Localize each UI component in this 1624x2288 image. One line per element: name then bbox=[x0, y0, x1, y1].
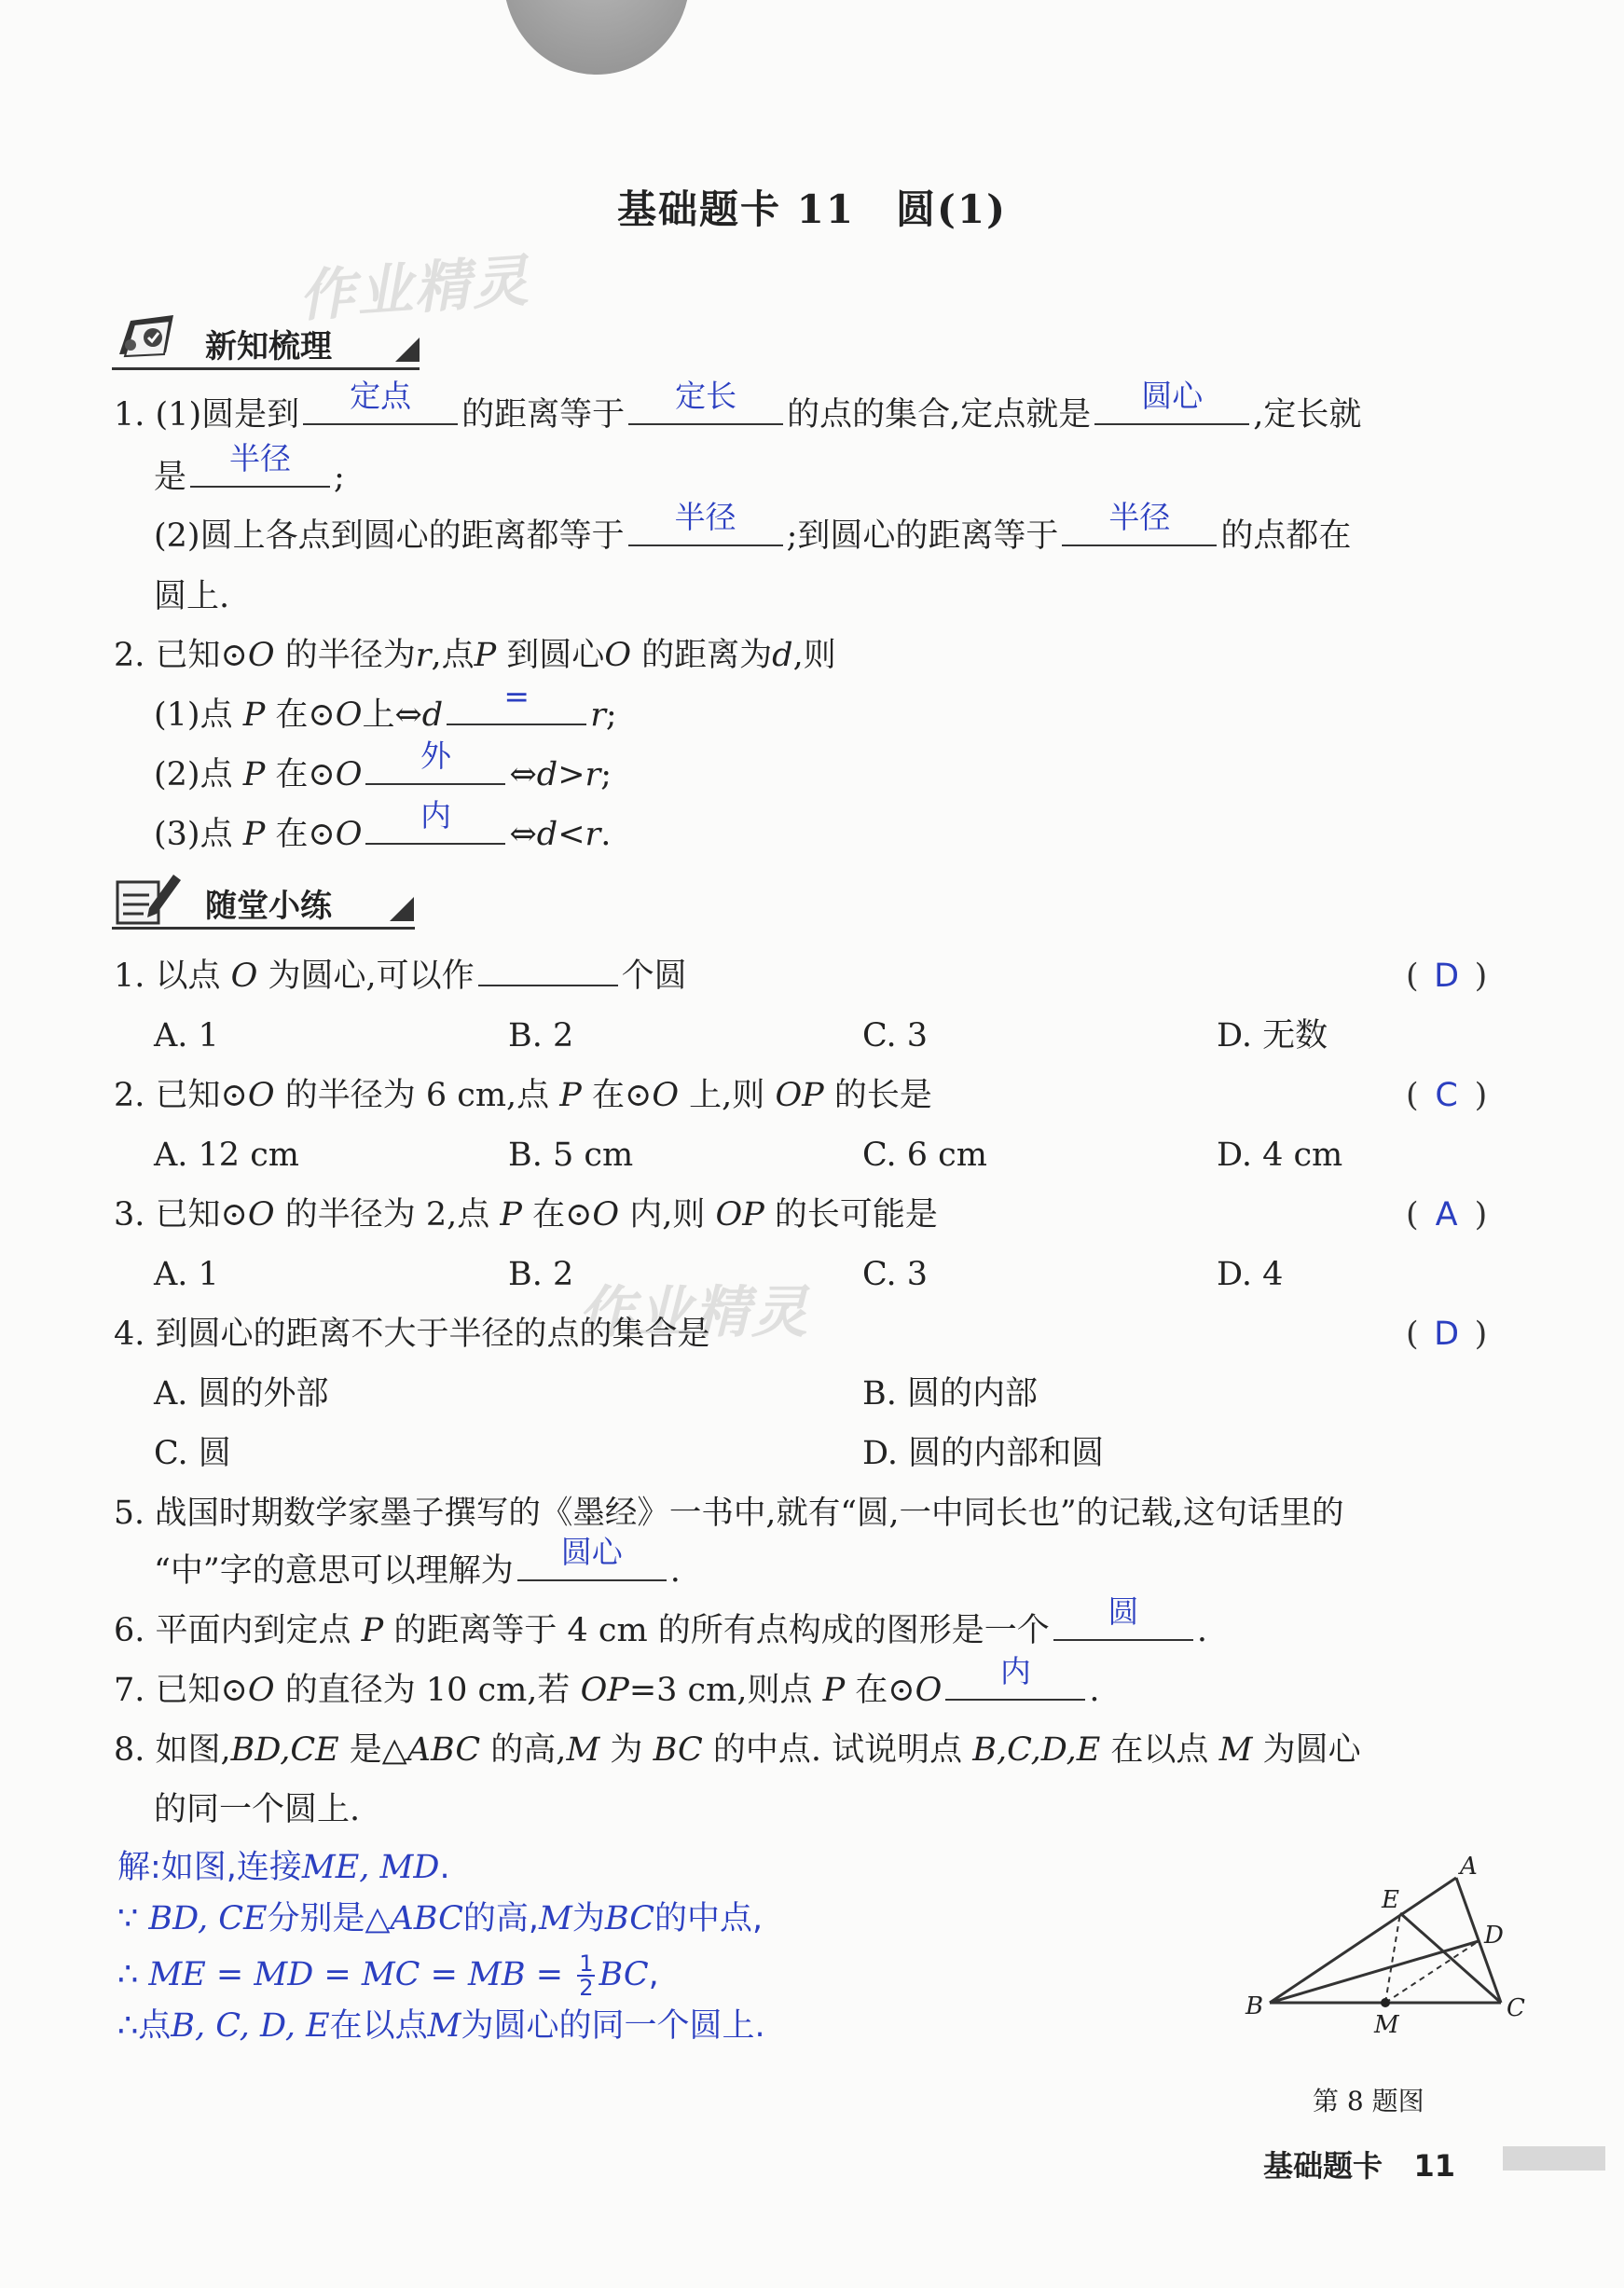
section-underline bbox=[112, 927, 415, 930]
knowledge-2-item-1: (1)点 P 在⊙O上⇔d = r; bbox=[154, 678, 617, 734]
answer-blank: 内 bbox=[365, 811, 505, 845]
question-4-option-a: A. 圆的外部 bbox=[154, 1375, 329, 1413]
question-4-stem: 4. 到圆心的距离不大于半径的点的集合是 bbox=[114, 1316, 710, 1353]
page-title: 基础题卡 11 圆(1) bbox=[616, 186, 1008, 232]
top-decoration-circle bbox=[503, 0, 690, 75]
answer-blank: 圆心 bbox=[517, 1548, 667, 1581]
question-1-option-a: A. 1 bbox=[154, 1017, 219, 1054]
midpoint-M bbox=[1381, 1998, 1390, 2007]
footer-decoration-bar bbox=[1503, 2146, 1605, 2171]
question-3-answer-paren: ( A ) bbox=[1406, 1196, 1488, 1234]
solution-line-1: 解:如图,连接ME, MD. bbox=[117, 1849, 450, 1886]
question-4-option-c: C. 圆 bbox=[154, 1435, 231, 1472]
figure-8-triangle bbox=[1221, 1846, 1538, 2042]
page-number: 11 bbox=[1413, 2148, 1455, 2184]
section-title: 随堂小练 bbox=[205, 888, 332, 925]
question-7-stem: 7. 已知⊙O 的直径为 10 cm,若 OP=3 cm,则点 P 在⊙O 内 . bbox=[114, 1653, 1100, 1709]
question-1-option-b: B. 2 bbox=[508, 1017, 574, 1054]
question-6-stem: 6. 平面内到定点 P 的距离等于 4 cm 的所有点构成的图形是一个 圆 . bbox=[114, 1593, 1207, 1649]
knowledge-1-line-1: 1. (1)圆是到 定点 的距离等于 定长 的点的集合,定点就是 圆心 ,定长就 bbox=[114, 378, 1362, 434]
section-triangle bbox=[395, 338, 420, 362]
question-4-option-b: B. 圆的内部 bbox=[862, 1375, 1038, 1413]
question-2-option-b: B. 5 cm bbox=[508, 1137, 634, 1174]
question-1-answer-paren: ( D ) bbox=[1406, 958, 1488, 995]
label-A: A bbox=[1460, 1853, 1478, 1881]
question-blank bbox=[478, 953, 618, 986]
question-3-option-d: D. 4 bbox=[1217, 1256, 1284, 1293]
question-2-answer-paren: ( C ) bbox=[1406, 1077, 1488, 1114]
label-B: B bbox=[1246, 1992, 1264, 2020]
question-2-option-a: A. 12 cm bbox=[154, 1137, 299, 1174]
question-5-line-2: “中”字的意思可以理解为 圆心 . bbox=[154, 1534, 681, 1590]
question-2-option-c: C. 6 cm bbox=[862, 1137, 987, 1174]
answer-blank: 定长 bbox=[628, 392, 783, 425]
footer-label: 基础题卡 11 bbox=[1263, 2148, 1455, 2184]
question-8-line-2: 的同一个圆上. bbox=[154, 1791, 361, 1828]
question-2-option-d: D. 4 cm bbox=[1217, 1137, 1343, 1174]
question-4-answer-paren: ( D ) bbox=[1406, 1316, 1488, 1353]
knowledge-1-line-2: 是 半径 ; bbox=[154, 440, 345, 496]
section-header-practice bbox=[112, 867, 420, 932]
answer-blank: 圆 bbox=[1053, 1607, 1193, 1641]
question-1-option-c: C. 3 bbox=[862, 1017, 929, 1054]
knowledge-1-line-3: (2)圆上各点到圆心的距离都等于 半径 ;到圆心的距离等于 半径 的点都在 bbox=[154, 499, 1352, 555]
label-E: E bbox=[1382, 1886, 1399, 1914]
question-3-option-a: A. 1 bbox=[154, 1256, 219, 1293]
question-5-line-1: 5. 战国时期数学家墨子撰写的《墨经》一书中,就有“圆,一中同长也”的记载,这句话里的 bbox=[114, 1495, 1344, 1532]
knowledge-2-stem: 2. 已知⊙O 的半径为r,点P 到圆心O 的距离为d,则 bbox=[114, 637, 836, 674]
book-icon bbox=[112, 308, 186, 369]
answer-blank: 半径 bbox=[628, 513, 783, 546]
answer-blank: 外 bbox=[365, 751, 505, 785]
watermark: 作业精灵 bbox=[296, 248, 532, 330]
segment-BA bbox=[1270, 1878, 1456, 2003]
notebook-pencil-icon bbox=[112, 867, 186, 929]
label-M: M bbox=[1374, 2011, 1399, 2039]
question-2-stem: 2. 已知⊙O 的半径为 6 cm,点 P 在⊙O 上,则 OP 的长是 bbox=[114, 1077, 932, 1114]
question-8-line-1: 8. 如图,BD,CE 是△ABC 的高,M 为 BC 的中点. 试说明点 B,C,D,E 在以点 M 为圆心 bbox=[114, 1731, 1361, 1769]
question-1-option-d: D. 无数 bbox=[1217, 1017, 1328, 1054]
solution-line-2: ∵ BD, CE分别是△ABC的高,M为BC的中点, bbox=[117, 1900, 764, 1937]
knowledge-1-line-4: 圆上. bbox=[154, 578, 230, 615]
fraction: $\frac{1}{2}$ bbox=[579, 1950, 594, 2001]
section-header-knowledge bbox=[112, 308, 429, 373]
answer-blank: 半径 bbox=[1062, 513, 1217, 546]
segment-BD bbox=[1270, 1941, 1479, 2003]
knowledge-2-item-2: (2)点 P 在⊙O 外 ⇔d>r; bbox=[154, 737, 612, 793]
question-3-option-b: B. 2 bbox=[508, 1256, 574, 1293]
knowledge-2-item-3: (3)点 P 在⊙O 内 ⇔d<r. bbox=[154, 797, 612, 853]
segment-ME bbox=[1385, 1913, 1400, 2003]
watermark: 作业精灵 bbox=[578, 1280, 809, 1345]
answer-blank: 半径 bbox=[190, 454, 330, 488]
question-3-option-c: C. 3 bbox=[862, 1256, 929, 1293]
question-3-stem: 3. 已知⊙O 的半径为 2,点 P 在⊙O 内,则 OP 的长可能是 bbox=[114, 1196, 938, 1234]
section-triangle bbox=[390, 897, 414, 921]
section-title: 新知梳理 bbox=[205, 328, 332, 365]
solution-line-3: ∴ ME = MD = MC = MB = $\frac{1}{2}$ BC, bbox=[117, 1950, 659, 2001]
answer-blank: 圆心 bbox=[1094, 392, 1249, 425]
question-4-option-d: D. 圆的内部和圆 bbox=[862, 1435, 1105, 1472]
question-1-stem: 1. 以点 O 为圆心,可以作 个圆 bbox=[114, 953, 687, 999]
label-D: D bbox=[1484, 1922, 1504, 1950]
answer-blank: = bbox=[447, 692, 586, 725]
answer-blank: 定点 bbox=[303, 392, 458, 425]
answer-blank: 内 bbox=[945, 1667, 1085, 1701]
solution-line-4: ∴点B, C, D, E在以点M为圆心的同一个圆上. bbox=[117, 2007, 765, 2045]
figure-caption: 第 8 题图 bbox=[1313, 2086, 1424, 2116]
label-C: C bbox=[1507, 1994, 1525, 2022]
section-underline bbox=[112, 367, 420, 370]
